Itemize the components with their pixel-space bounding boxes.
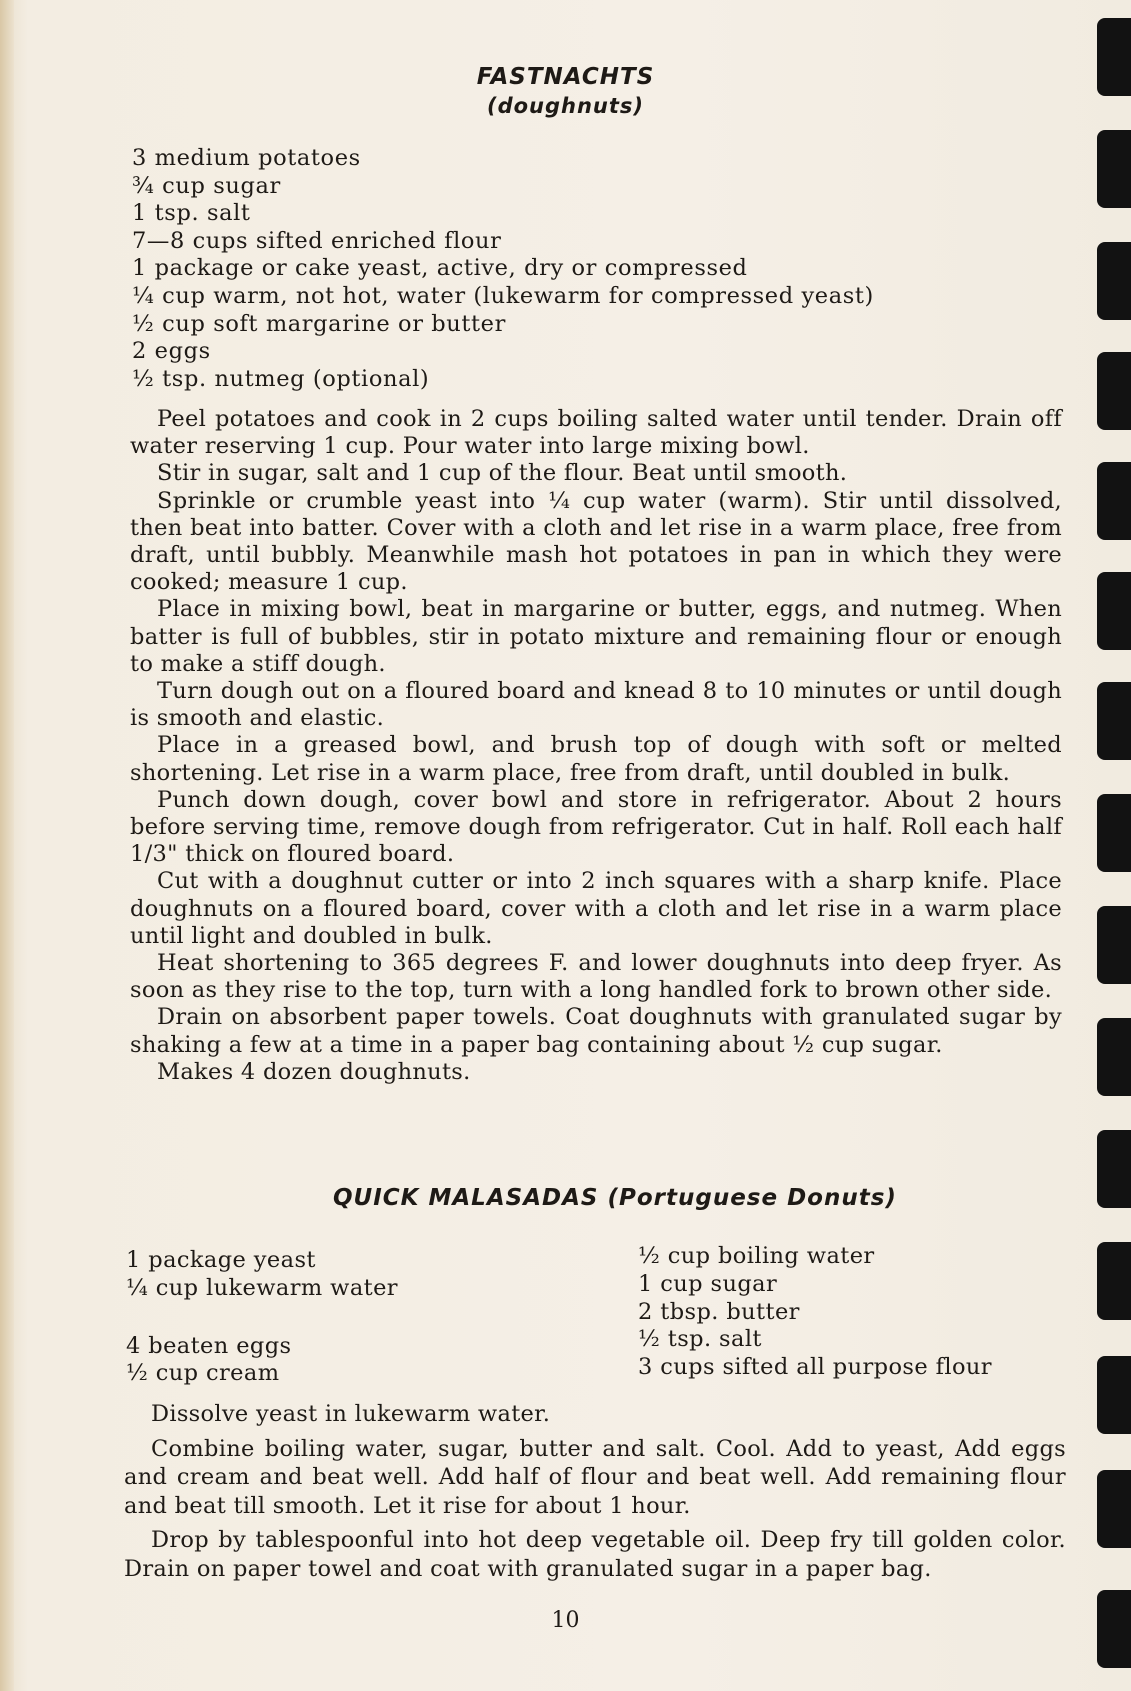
recipe-title: FASTNACHTS [476, 64, 655, 90]
binding-ring [1097, 1242, 1131, 1320]
ingredient-item: ¾ cup sugar [132, 172, 281, 199]
binding-ring [1097, 1130, 1131, 1208]
page-number: 10 [551, 1608, 580, 1633]
ingredient-item: 7—8 cups sifted enriched flour [132, 227, 502, 254]
instruction-paragraph: Drain on absorbent paper towels. Coat doughnuts with granulated sugar by shaking a few at a time in a paper bag containing about ½ cup sugar. [130, 1004, 1062, 1058]
instruction-paragraph: Dissolve yeast in lukewarm water. [151, 1401, 551, 1427]
binding-ring [1097, 130, 1131, 208]
instruction-paragraph: Peel potatoes and cook in 2 cups boiling salted water until tender. Drain off water reserving 1 cup. Pour water into large mixing bowl. [130, 406, 1062, 460]
ingredient-item: 1 package or cake yeast, active, dry or compressed [132, 255, 748, 282]
instruction-paragraph: Drop by tablespoonful into hot deep vegetable oil. Deep fry till golden color. Drain on paper towel and coat with granulated sugar in a paper bag. [124, 1527, 1066, 1582]
instruction-paragraph: Cut with a doughnut cutter or into 2 inch squares with a sharp knife. Place doughnuts on a floured board, cover with a cloth and let rise in a warm place until light and doubled in bulk. [130, 868, 1062, 949]
instruction-paragraph: Place in a greased bowl, and brush top of dough with soft or melted shortening. Let rise in a warm place, free from draft, until doubled in bulk. [130, 732, 1062, 786]
ingredient-item: ¼ cup warm, not hot, water (lukewarm for compressed yeast) [132, 282, 874, 309]
ingredient-item: 1 cup sugar [638, 1270, 778, 1297]
binding-ring [1097, 352, 1131, 430]
ingredient-item: ½ cup soft margarine or butter [132, 310, 506, 337]
binding-ring [1097, 1018, 1131, 1096]
instruction-paragraph: Turn dough out on a floured board and knead 8 to 10 minutes or until dough is smooth and elastic. [130, 678, 1062, 732]
binding-ring [1097, 1470, 1131, 1548]
binding-ring [1097, 906, 1131, 984]
ingredient-item: ½ cup cream [126, 1360, 280, 1387]
recipe-title: QUICK MALASADAS (Portuguese Donuts) [333, 1185, 897, 1211]
page-left-edge [0, 0, 14, 1691]
ingredient-item: 1 tsp. salt [132, 200, 251, 227]
instructions [124, 1400, 1066, 1583]
instruction-paragraph: Sprinkle or crumble yeast into ¼ cup water (warm). Stir until dissolved, then beat into batter. Cover with a cloth and let rise in a warm place, free from draft, until bubbly. Meanwhile mash hot potatoes in pan in which they were cooked; measure 1 cup. [130, 487, 1062, 596]
instruction-paragraph: Place in mixing bowl, beat in margarine or butter, eggs, and nutmeg. When batter is full of bubbles, stir in potato mixture and remaining flour or enough to make a stiff dough. [130, 596, 1062, 677]
instruction-paragraph: Heat shortening to 365 degrees F. and lower doughnuts into deep fryer. As soon as they rise to the top, turn with a long handled fork to brown other side. [130, 950, 1062, 1004]
instructions [130, 406, 1062, 1086]
binding-ring [1097, 794, 1131, 872]
ingredient-item: 2 tbsp. butter [638, 1298, 800, 1325]
binding-ring [1097, 682, 1131, 760]
ingredient-item: 4 beaten eggs [126, 1332, 292, 1359]
spiral-binding [1083, 0, 1131, 1691]
ingredient-item: ½ tsp. salt [638, 1326, 762, 1353]
ingredient-item: 3 cups sifted all purpose flour [638, 1354, 992, 1381]
ingredient-item: ¼ cup lukewarm water [126, 1274, 398, 1301]
instruction-paragraph: Stir in sugar, salt and 1 cup of the flour. Beat until smooth. [157, 460, 848, 487]
ingredient-column-left [126, 1247, 398, 1388]
ingredient-column-right [638, 1243, 992, 1382]
binding-ring [1097, 462, 1131, 540]
instruction-paragraph: Punch down dough, cover bowl and store in refrigerator. About 2 hours before serving time, remove dough from refrigerator. Cut in half. Roll each half 1/3" thick on floured board. [130, 786, 1062, 868]
binding-ring [1097, 572, 1131, 650]
ingredient-item: 2 eggs [132, 338, 211, 365]
ingredient-item: 3 medium potatoes [132, 145, 361, 171]
instruction-paragraph: Combine boiling water, sugar, butter and salt. Cool. Add to yeast, Add eggs and cream and beat well. Add half of flour and beat well. Add remaining flour and beat till smooth. Let it rise for about 1 hour. [124, 1435, 1066, 1519]
ingredient-item: 1 package yeast [126, 1247, 316, 1273]
ingredient-list [132, 145, 874, 393]
ingredient-item: ½ tsp. nutmeg (optional) [132, 365, 430, 392]
ingredient-item: ½ cup boiling water [638, 1243, 875, 1269]
binding-ring [1097, 242, 1131, 320]
instruction-paragraph: Makes 4 dozen doughnuts. [157, 1058, 471, 1085]
binding-ring [1097, 1356, 1131, 1434]
recipe-subtitle: (doughnuts) [486, 94, 645, 118]
